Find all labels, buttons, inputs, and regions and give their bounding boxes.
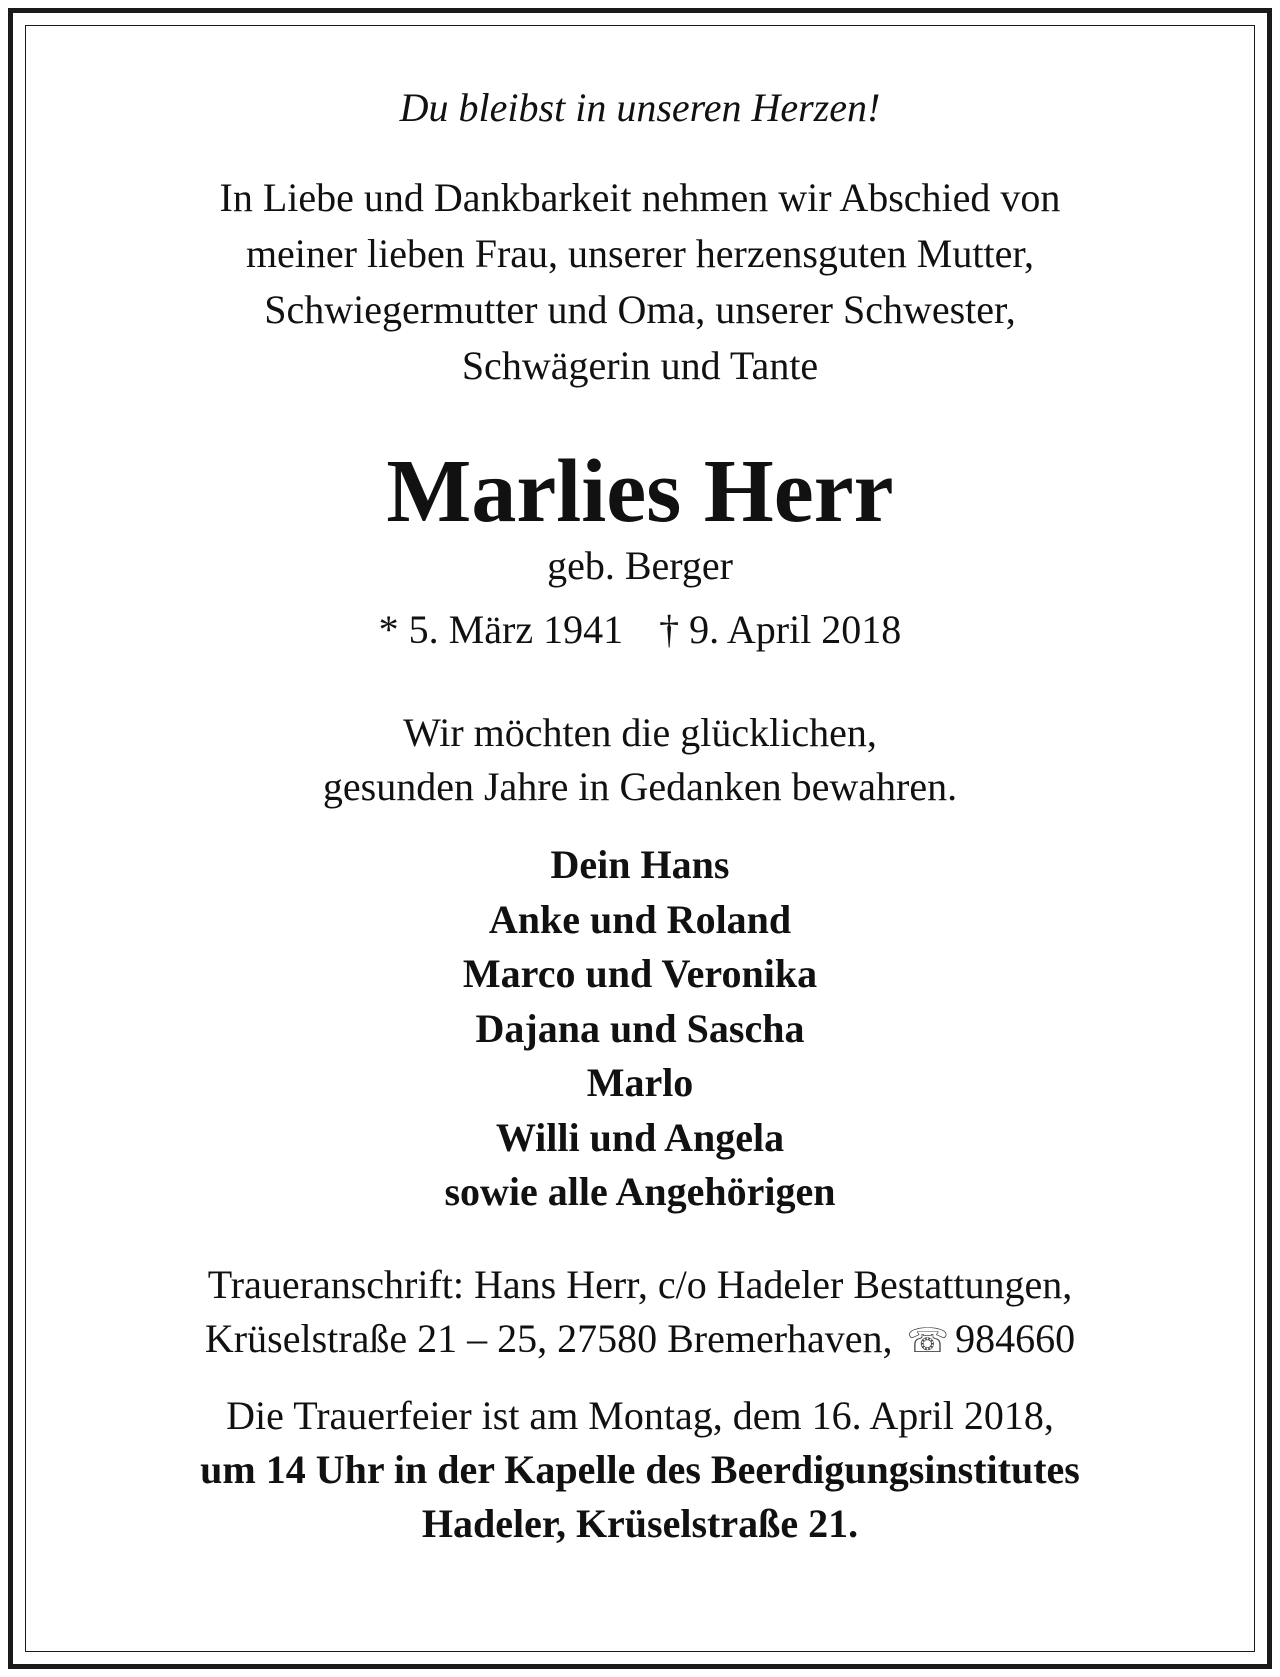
phone-number: 984660 — [955, 1315, 1076, 1361]
obituary-content — [26, 26, 1254, 1551]
address-line: Traueranschrift: Hans Herr, c/o Hadeler Bestattungen, — [207, 1261, 1073, 1307]
intro-text — [26, 170, 1254, 394]
deceased-name: Marlies Herr — [386, 442, 894, 541]
funeral-service-info — [26, 1389, 1254, 1551]
life-dates — [26, 604, 1254, 656]
mourner: Anke und Roland — [488, 896, 792, 942]
mourning-address — [26, 1258, 1254, 1369]
intro-line: Schwiegermutter und Oma, unserer Schwester, — [264, 287, 1016, 332]
intro-line: In Liebe und Dankbarkeit nehmen wir Abschied von — [219, 175, 1061, 220]
mourner: Marco und Veronika — [462, 951, 818, 996]
mourner: Willi und Angela — [495, 1114, 785, 1160]
birth-date: * 5. März 1941 — [378, 607, 624, 652]
telephone-icon: ☏ — [906, 1322, 950, 1360]
quote-line: Wir möchten die glücklichen, — [403, 710, 877, 755]
mourner: Dein Hans — [550, 842, 730, 887]
mourners-list — [26, 838, 1254, 1220]
inner-border — [25, 25, 1255, 1652]
death-date: † 9. April 2018 — [659, 607, 902, 652]
outer-border — [8, 8, 1272, 1669]
intro-line: Schwägerin und Tante — [461, 343, 819, 388]
mourner: sowie alle Angehörigen — [444, 1169, 836, 1214]
address-line: Krüselstraße 21 – 25, 27580 Bremerhaven, — [204, 1315, 893, 1361]
motto: Du bleibst in unseren Herzen! — [399, 85, 881, 130]
quote-line: gesunden Jahre in Gedanken bewahren. — [322, 764, 958, 809]
maiden-name: geb. Berger — [547, 543, 733, 588]
memorial-quote — [26, 706, 1254, 814]
service-line: Hadeler, Krüselstraße 21. — [421, 1500, 859, 1546]
intro-line: meiner lieben Frau, unserer herzensguten Mutter, — [245, 231, 1035, 276]
service-line: um 14 Uhr in der Kapelle des Beerdigungsinstitutes — [200, 1446, 1080, 1492]
mourner: Marlo — [586, 1060, 694, 1105]
mourner: Dajana und Sascha — [475, 1005, 805, 1051]
service-line: Die Trauerfeier ist am Montag, dem 16. April 2018, — [226, 1392, 1054, 1438]
address-line-with-phone — [26, 1312, 1254, 1369]
